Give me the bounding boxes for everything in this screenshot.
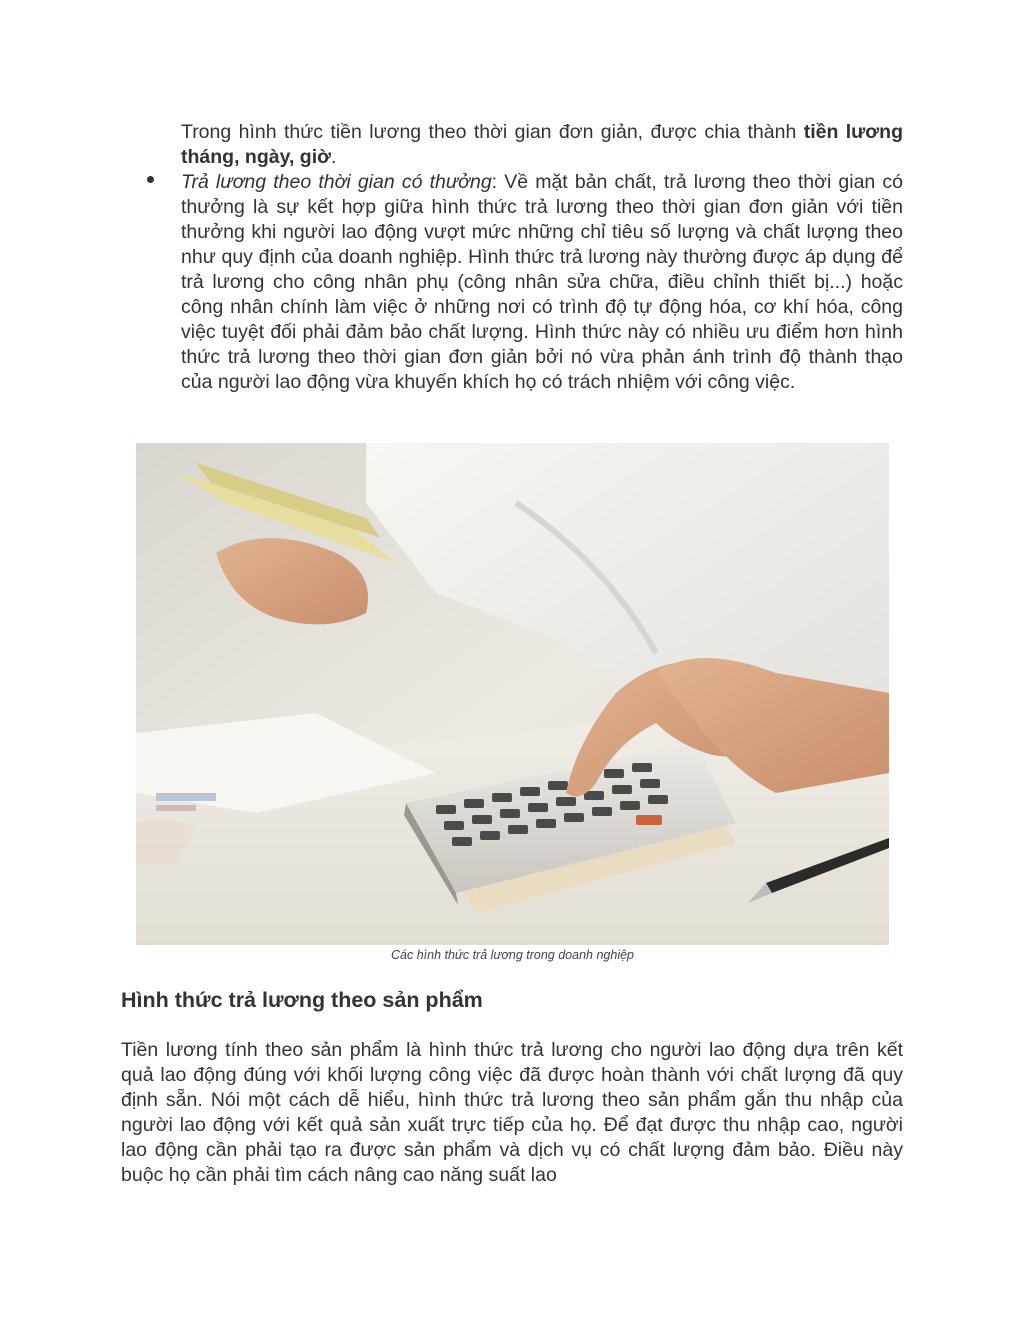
continuation-bold-text: tiền lương tháng, ngày, giờ bbox=[181, 121, 903, 168]
bullet-marker bbox=[147, 176, 154, 183]
continuation-text: Trong hình thức tiền lương theo thời gian đơn giản, được chia thành bbox=[181, 121, 804, 143]
bullet-paragraph bbox=[181, 170, 903, 395]
bullet-term: Trả lương theo thời gian có thưởng bbox=[181, 171, 492, 193]
continuation-end: . bbox=[331, 146, 337, 168]
calculator-photo bbox=[136, 443, 889, 945]
bullet-text: : Về mặt bản chất, trả lương theo thời gian có thưởng là sự kết hợp giữa hình thức trả lương theo thời gian đơn giản với tiền thưởng khi người lao động vượt mức những chỉ tiêu số lượng và chất lượng theo như quy định của doanh nghiệp. Hình thức trả lương này thường được áp dụng để trả lương cho công nhân phụ (công nhân sửa chữa, điều chỉnh thiết bị...) hoặc công nhân chính làm việc ở những nơi có trình độ tự động hóa, cơ khí hóa, công việc tuyệt đối phải đảm bảo chất lượng. Hình thức này có nhiều ưu điểm hơn hình thức trả lương theo thời gian đơn giản bởi nó vừa phản ánh trình độ thành thạo của người lao động vừa khuyến khích họ có trách nhiệm với công việc. bbox=[181, 171, 904, 393]
section-paragraph: Tiền lương tính theo sản phẩm là hình thức trả lương cho người lao động dựa trên kết quả lao động đúng với khối lượng công việc đã được hoàn thành với chất lượng đã quy định sẵn. Nói một cách dễ hiểu, hình thức trả lương theo sản phẩm gắn thu nhập của người lao động với kết quả sản xuất trực tiếp của họ. Để đạt được thu nhập cao, người lao động cần phải tạo ra được sản phẩm và dịch vụ có chất lượng đảm bảo. Điều này buộc họ cần phải tìm cách nâng cao năng suất lao bbox=[121, 1039, 903, 1186]
continuation-paragraph bbox=[181, 120, 903, 170]
section-heading: Hình thức trả lương theo sản phẩm bbox=[121, 988, 483, 1012]
figure-caption: Các hình thức trả lương trong doanh nghiệp bbox=[391, 948, 634, 962]
